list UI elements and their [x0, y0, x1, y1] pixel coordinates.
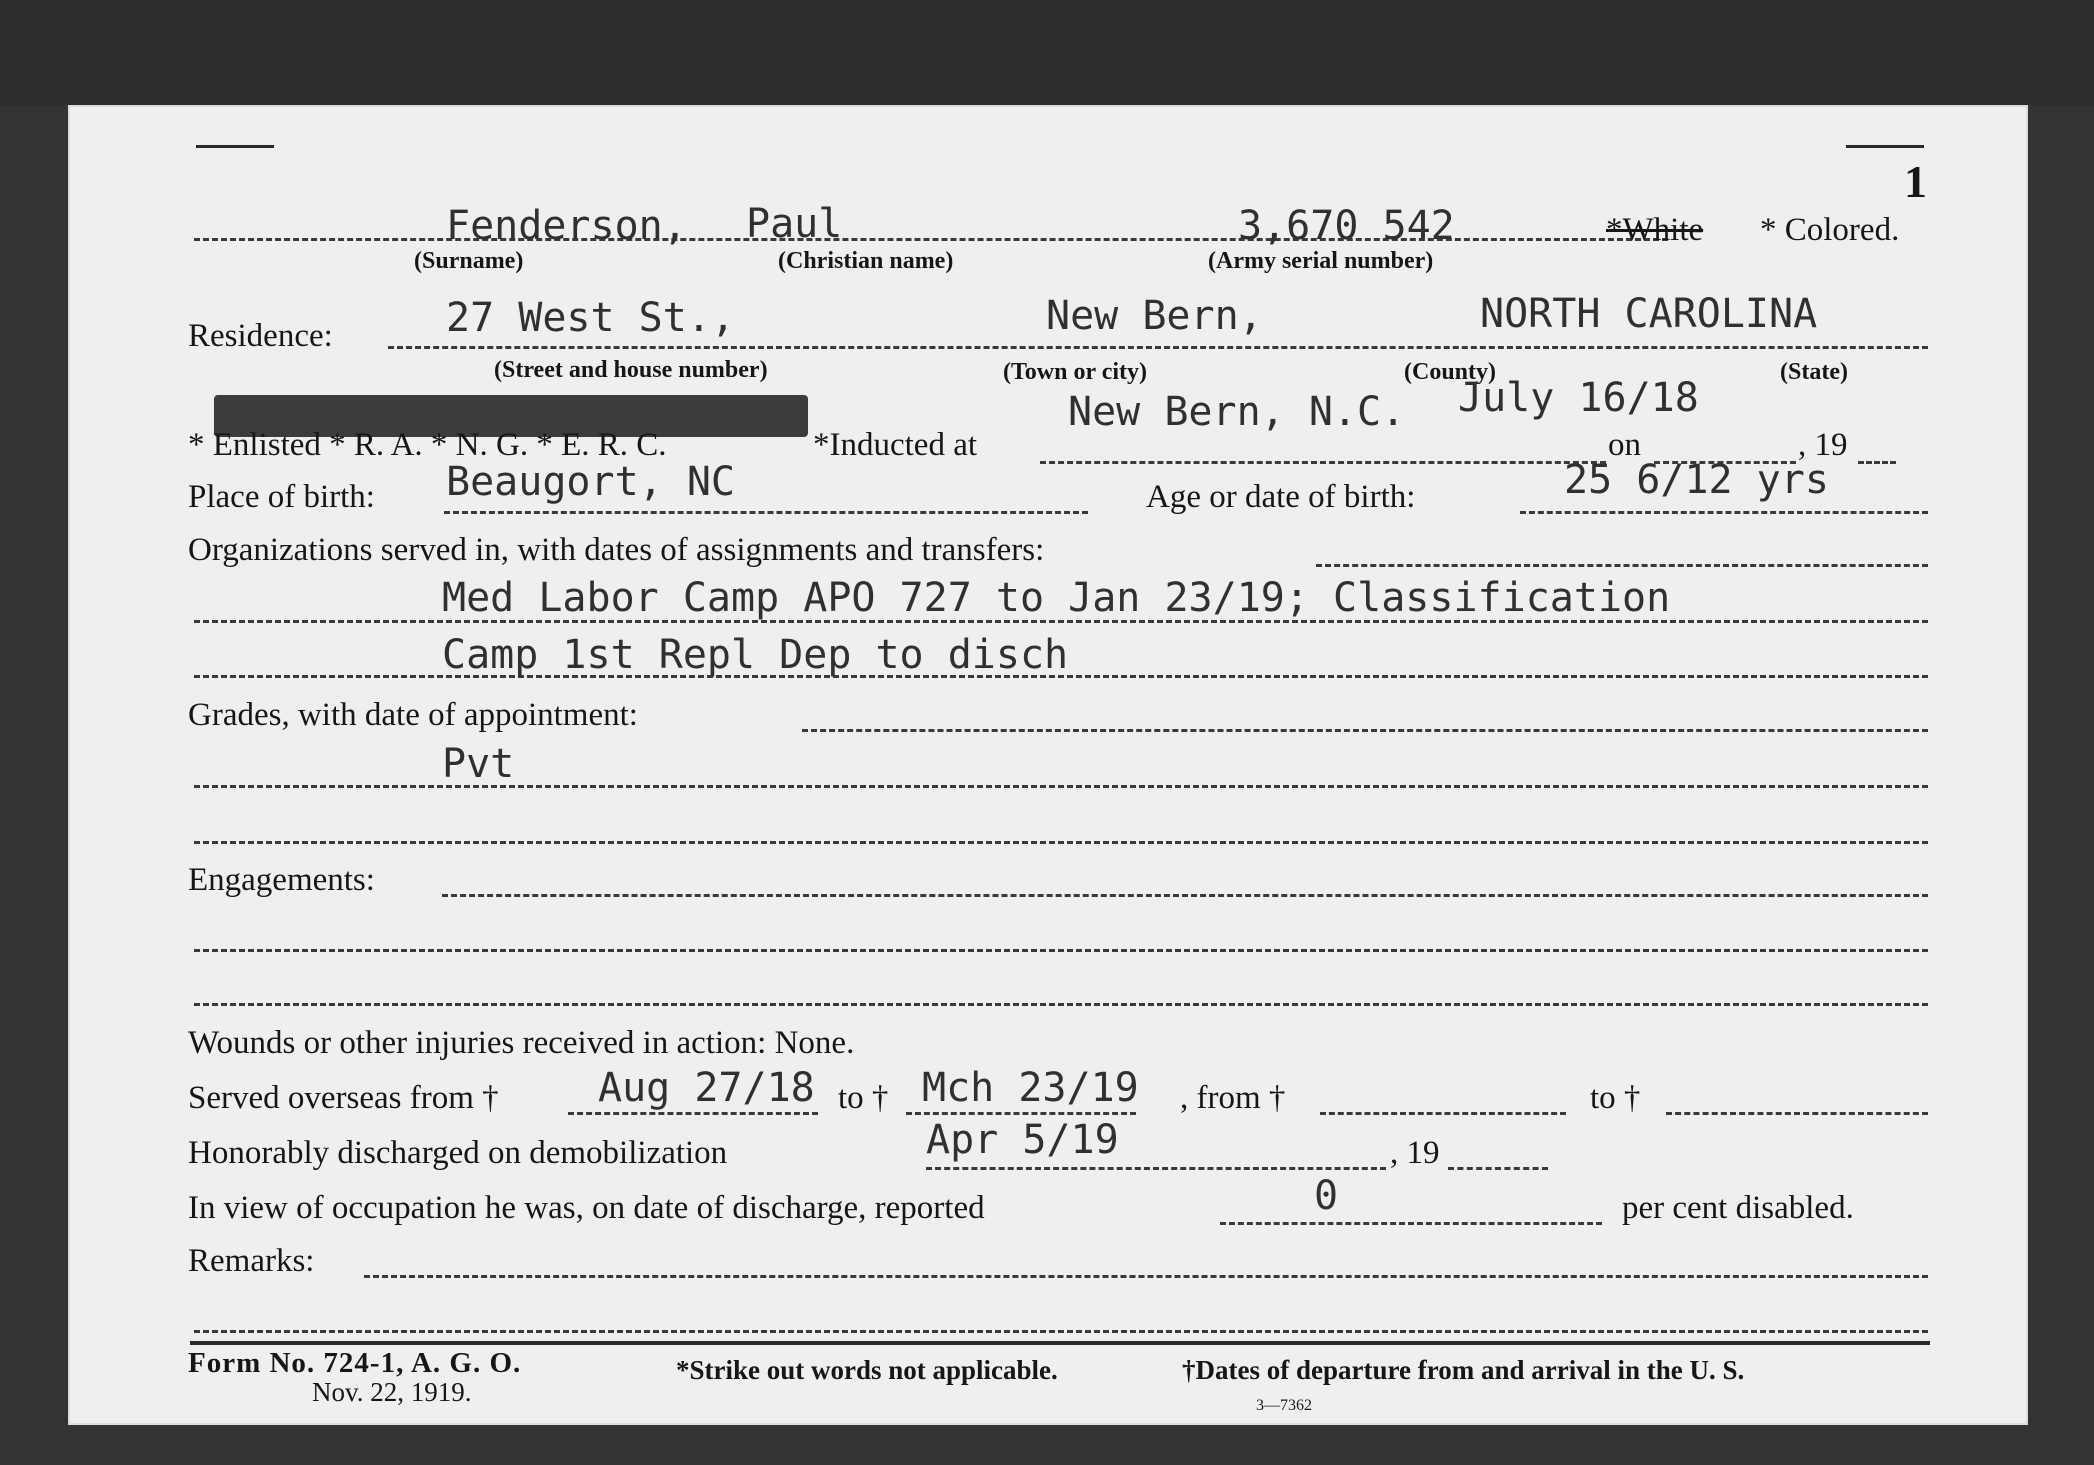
disability-suffix: per cent disabled. [1622, 1190, 1854, 1226]
place-of-birth-value: Beaugort, NC [446, 459, 735, 505]
corner-mark-left [196, 145, 274, 148]
age-line [1520, 511, 1928, 514]
print-code: 3—7362 [1256, 1397, 1312, 1414]
christian-name-value: Paul [746, 201, 843, 247]
place-of-birth-line [444, 511, 1088, 514]
grades-line-2 [194, 841, 1928, 844]
organizations-value-line2: Camp 1st Repl Dep to disch [442, 632, 1069, 678]
overseas-from2-line [1320, 1112, 1566, 1115]
overseas-to-value: Mch 23/19 [922, 1065, 1139, 1111]
town-caption: (Town or city) [1003, 359, 1147, 385]
overseas-from2-label: , from † [1180, 1080, 1286, 1116]
inducted-date-value: July 16/18 [1458, 375, 1699, 421]
inducted-year-label: , 19 [1798, 427, 1848, 463]
organizations-line-0 [1316, 564, 1928, 567]
disability-value: 0 [1314, 1173, 1339, 1219]
disability-label: In view of occupation he was, on date of discharge, reported [188, 1190, 985, 1226]
overseas-to2-label: to † [1590, 1080, 1641, 1116]
christian-name-caption: (Christian name) [778, 248, 954, 274]
grades-line-0 [802, 729, 1928, 732]
overseas-to2-line [1666, 1112, 1928, 1115]
place-of-birth-label: Place of birth: [188, 479, 375, 515]
street-caption: (Street and house number) [494, 357, 768, 383]
grades-value: Pvt [442, 741, 515, 787]
grades-label: Grades, with date of appointment: [188, 697, 638, 733]
residence-street-value: 27 West St., [446, 295, 735, 341]
form-date: Nov. 22, 1919. [312, 1377, 472, 1407]
age-label: Age or date of birth: [1146, 479, 1416, 515]
scan-top-band [0, 0, 2094, 105]
residence-town-value: New Bern, [1046, 293, 1263, 339]
surname-value: Fenderson, [446, 203, 687, 249]
dates-note: †Dates of departure from and arrival in the U. S. [1182, 1355, 1745, 1385]
serial-number-value: 3,670 542 [1238, 203, 1455, 249]
age-value: 25 6/12 yrs [1564, 457, 1829, 503]
card-number: 1 [1904, 156, 1927, 207]
remarks-label: Remarks: [188, 1243, 315, 1279]
overseas-label: Served overseas from † [188, 1080, 499, 1116]
serial-caption: (Army serial number) [1208, 248, 1434, 274]
inducted-place-line [1040, 461, 1606, 464]
inducted-year-line [1858, 461, 1896, 464]
organizations-value-line1: Med Labor Camp APO 727 to Jan 23/19; Classification [442, 575, 1671, 621]
footer-rule [190, 1341, 1930, 1345]
discharge-date-value: Apr 5/19 [926, 1117, 1119, 1163]
residence-line [388, 346, 1928, 349]
county-caption: (County) [1404, 359, 1497, 385]
overseas-from-value: Aug 27/18 [598, 1065, 815, 1111]
overseas-to-label: to † [838, 1080, 889, 1116]
discharge-date-line [926, 1167, 1386, 1170]
state-caption: (State) [1780, 359, 1848, 385]
enlisted-options-label: * Enlisted * R. A. * N. G. * E. R. C. [188, 427, 667, 463]
overseas-to-line [906, 1112, 1136, 1115]
form-number: Form No. 724-1, A. G. O. [188, 1347, 522, 1379]
on-label: on [1608, 427, 1641, 463]
disability-line [1220, 1222, 1602, 1225]
service-record-card [68, 105, 2028, 1425]
engagements-line-2 [194, 1003, 1928, 1006]
discharge-label: Honorably discharged on demobilization [188, 1135, 728, 1171]
residence-label: Residence: [188, 318, 333, 354]
discharge-year-line [1448, 1167, 1548, 1170]
surname-caption: (Surname) [414, 248, 524, 274]
organizations-label: Organizations served in, with dates of assignments and transfers: [188, 532, 1045, 568]
residence-state-value: NORTH CAROLINA [1480, 291, 1818, 337]
inducted-at-label: *Inducted at [813, 427, 978, 463]
engagements-line-0 [442, 894, 1928, 897]
remarks-line-1 [194, 1330, 1928, 1333]
remarks-line-0 [364, 1275, 1928, 1278]
inducted-place-value: New Bern, N.C. [1068, 389, 1406, 435]
wounds-label: Wounds or other injuries received in action: None. [188, 1025, 855, 1061]
overseas-from-line [568, 1112, 818, 1115]
discharge-year-label: , 19 [1390, 1135, 1440, 1171]
race-colored: * Colored. [1760, 212, 1900, 248]
race-white-struck: *White [1606, 212, 1704, 248]
engagements-label: Engagements: [188, 862, 375, 898]
corner-mark-right [1846, 145, 1924, 148]
engagements-line-1 [194, 949, 1928, 952]
strike-out-note: *Strike out words not applicable. [676, 1355, 1058, 1385]
